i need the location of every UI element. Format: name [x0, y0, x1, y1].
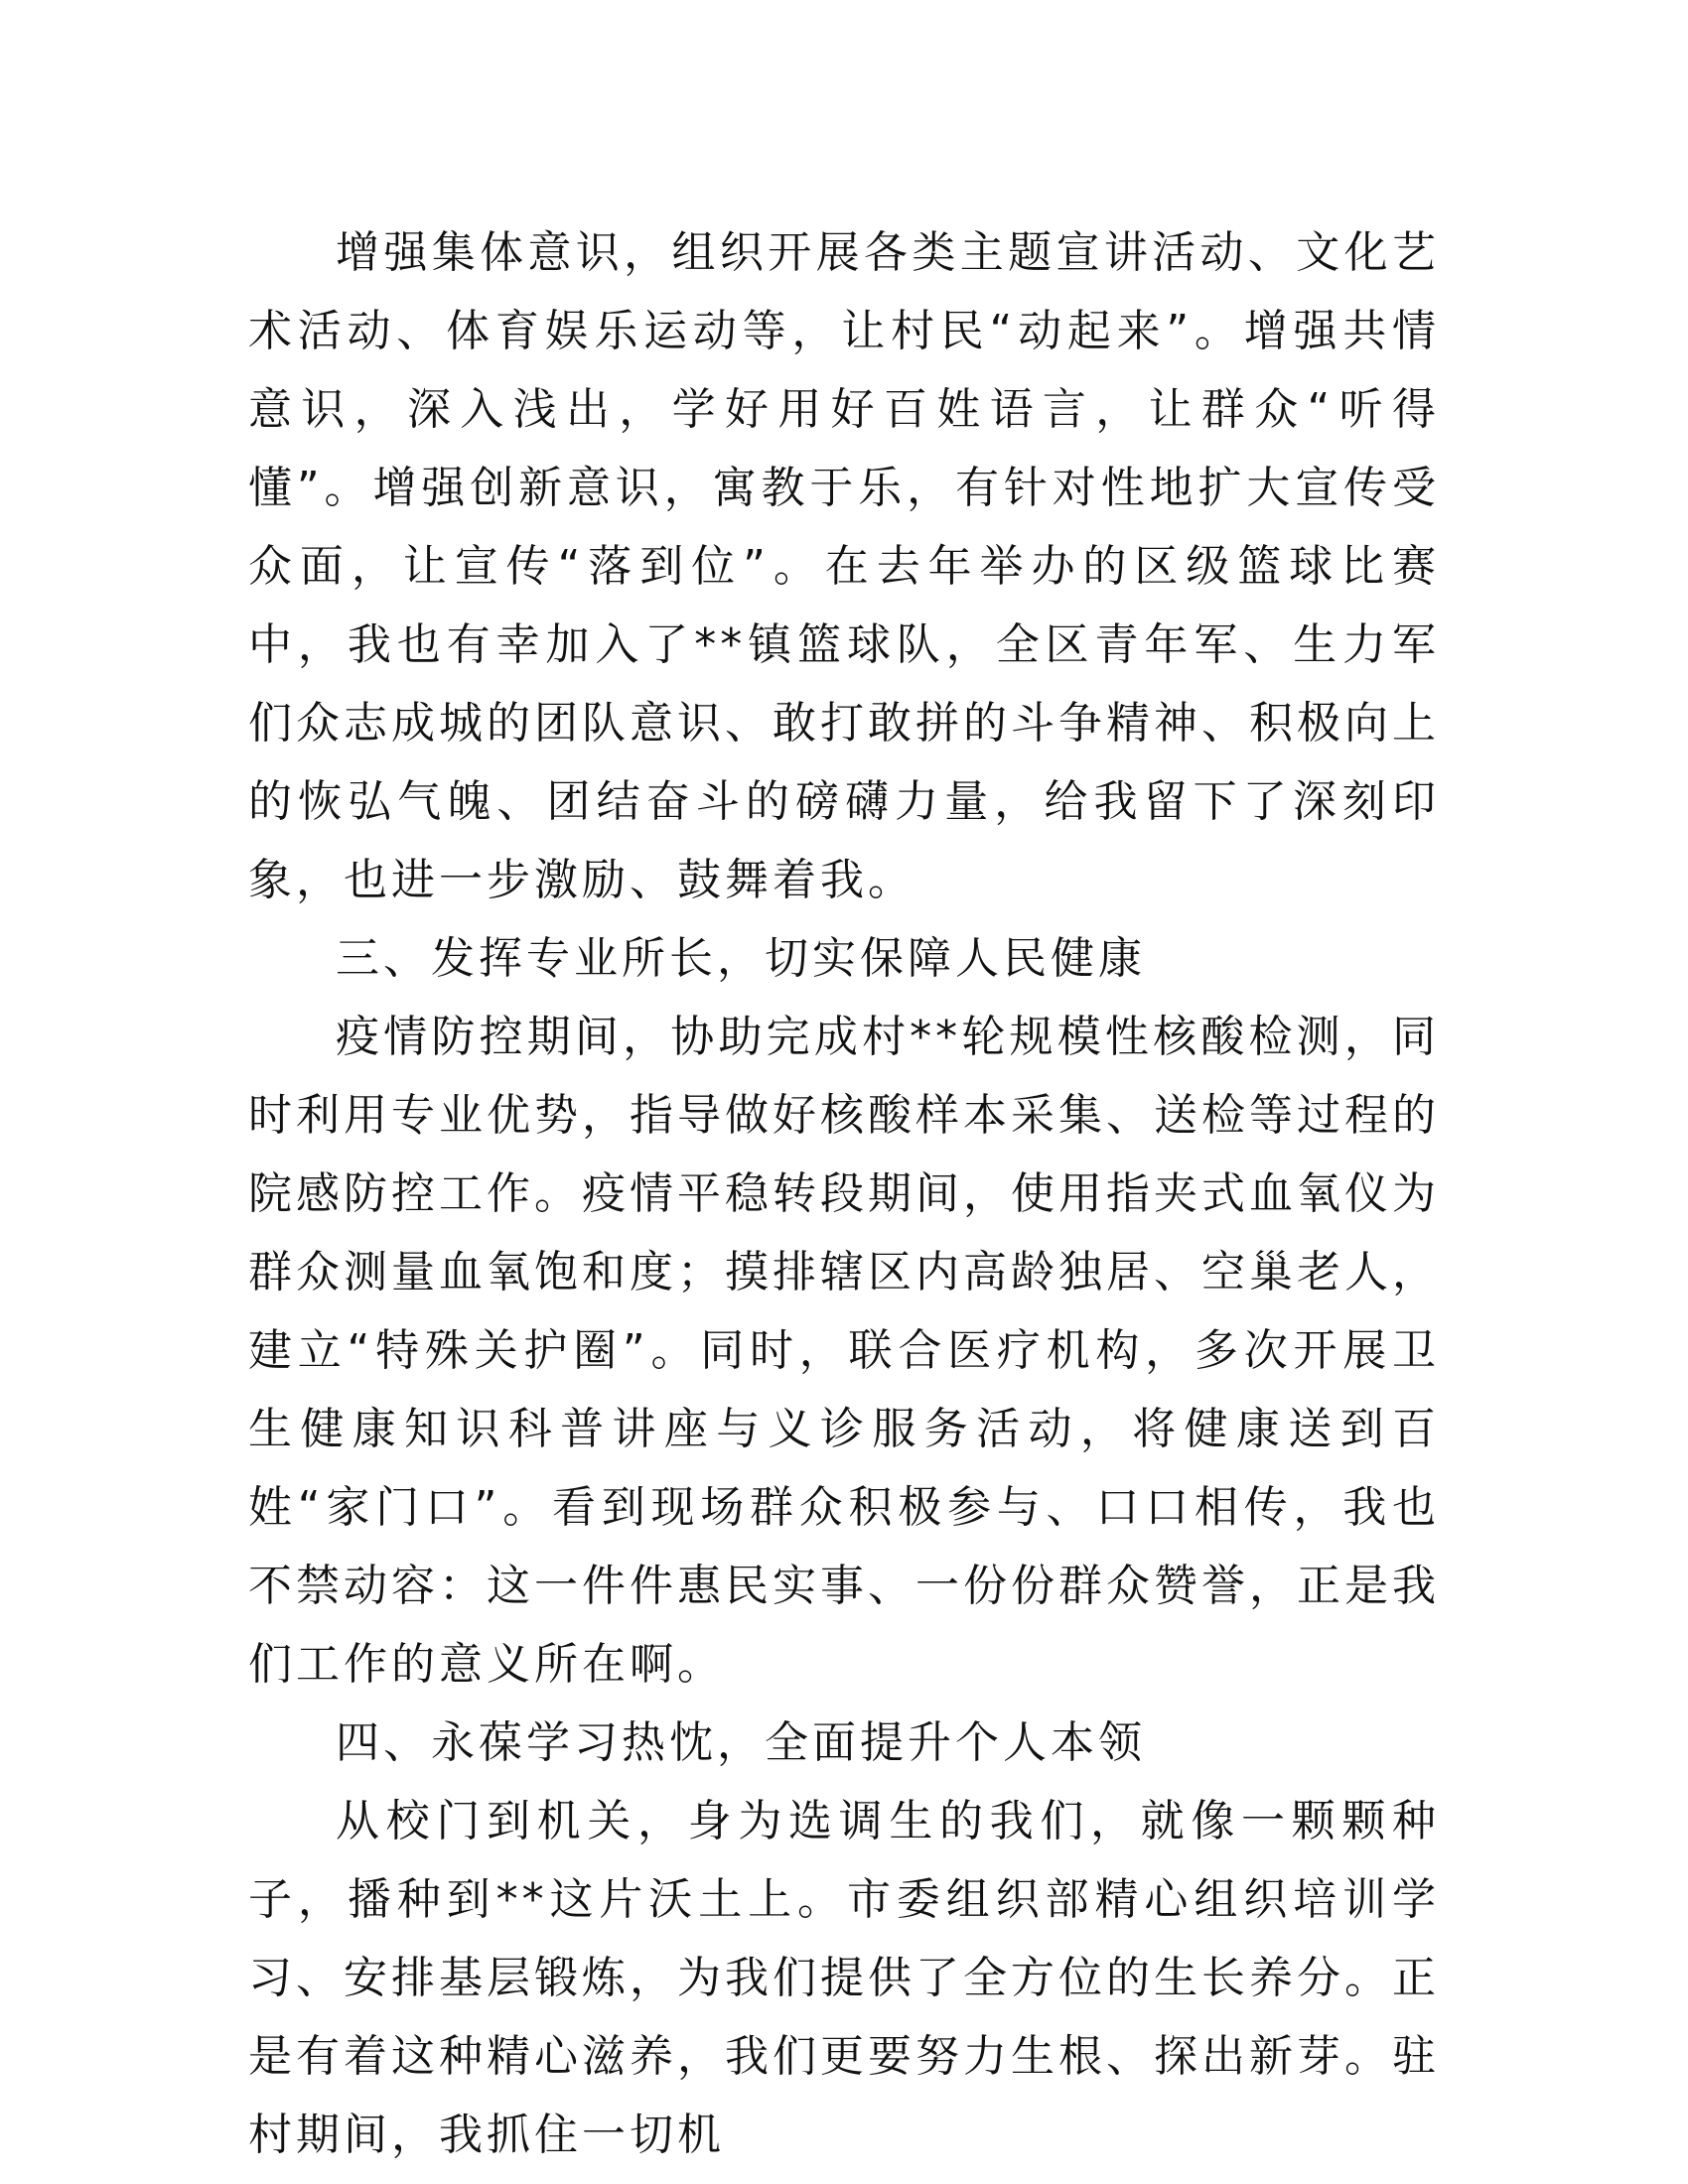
paragraph-collective-awareness: 增强集体意识，组织开展各类主题宣讲活动、文化艺术活动、体育娱乐运动等，让村民“动起来”。增强共情意识，深入浅出，学好用好百姓语言，让群众“听得懂”。增强创新意识，寓教于乐，有针对性地扩大宣传受众面，让宣传“落到位”。在去年举办的区级篮球比赛中，我也有幸加入了**镇篮球队，全区青年军、生力军们众志成城的团队意识、敢打敢拼的斗争精神、积极向上的恢弘气魄、团结奋斗的磅礴力量，给我留下了深刻印象，也进一步激励、鼓舞着我。 — [248, 227, 1440, 905]
paragraph-learning: 从校门到机关，身为选调生的我们，就像一颗颗种子，播种到**这片沃土上。市委组织部精心组织培训学习、安排基层锻炼，为我们提供了全方位的生长养分。正是有着这种精心滋养，我们更要努力生根、探出新芽。驻村期间，我抓住一切机 — [248, 1796, 1440, 2160]
document-page — [248, 213, 1440, 2174]
section-heading-4: 四、永葆学习热忱，全面提升个人本领 — [336, 1717, 1146, 1768]
section-heading-3: 三、发挥专业所长，切实保障人民健康 — [336, 933, 1146, 984]
paragraph-epidemic-health: 疫情防控期间，协助完成村**轮规模性核酸检测，同时利用专业优势，指导做好核酸样本采集、送检等过程的院感防控工作。疫情平稳转段期间，使用指夹式血氧仪为群众测量血氧饱和度；摸排辖区内高龄独居、空巢老人，建立“特殊关护圈”。同时，联合医疗机构，多次开展卫生健康知识科普讲座与义诊服务活动，将健康送到百姓“家门口”。看到现场群众积极参与、口口相传，我也不禁动容：这一件件惠民实事、一份份群众赞誉，正是我们工作的意义所在啊。 — [248, 1012, 1440, 1690]
